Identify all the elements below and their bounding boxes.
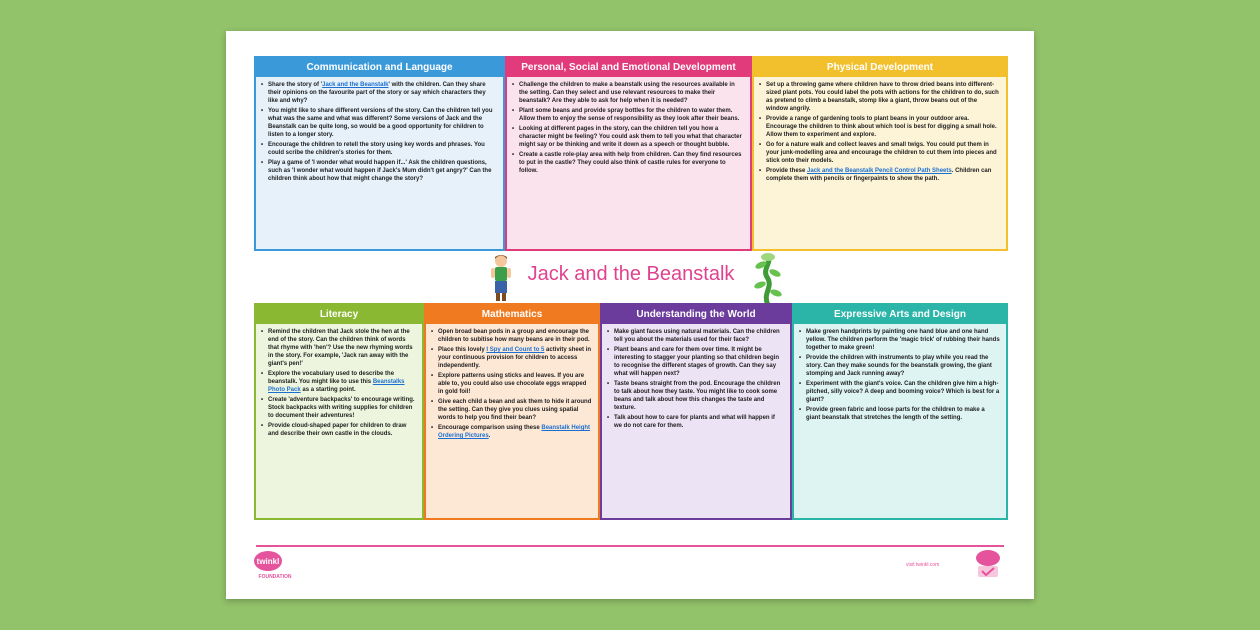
panel-expressive-arts-and-design <box>792 303 1008 520</box>
twinkl-badge-icon <box>974 549 1002 579</box>
activity-item <box>766 141 1000 165</box>
activity-item <box>766 81 1000 113</box>
activity-text: as a starting point. <box>300 387 356 393</box>
activity-item <box>519 151 744 175</box>
activity-list <box>754 77 1006 183</box>
panel-communication-and-language <box>254 56 505 251</box>
activity-text: Talk about how to care for plants and what will happen if we do not care for them. <box>614 415 775 429</box>
resource-link[interactable]: Jack and the Beanstalk <box>322 82 389 88</box>
activity-item <box>766 115 1000 139</box>
activity-item <box>438 372 592 396</box>
activity-text: Open broad bean pods in a group and encourage the children to subitise how many beans are in their pod. <box>438 329 590 343</box>
activity-text: Make giant faces using natural materials. Can the children tell you about the materials used for their face? <box>614 329 780 343</box>
activity-item <box>806 406 1000 422</box>
twinkl-logo-icon <box>252 549 298 581</box>
activity-text: Looking at different pages in the story, can the children tell you how a character might be feeling? You could ask them to tell you what that character might say or be thinking and write it down as a speech or thought bubble. <box>519 126 742 148</box>
activity-text: Give each child a bean and ask them to hide it around the setting. Can they give you clues using spatial words to help you find their bean? <box>438 399 592 421</box>
activity-list <box>256 77 503 183</box>
activity-text: . Children can complete them with pencils or fingerpaints to show the path. <box>766 168 992 182</box>
activity-item <box>806 354 1000 378</box>
activity-item <box>438 398 592 422</box>
activity-text: Plant beans and care for them over time. It might be interesting to stagger your planting so that children begin to recognise the different stages of growth. Can they say what will happen next? <box>614 347 780 377</box>
activity-item <box>519 107 744 123</box>
panel-literacy <box>254 303 424 520</box>
activity-text: Encourage comparison using these <box>438 425 542 431</box>
activity-item <box>614 346 784 378</box>
beanstalk-icon <box>754 253 782 305</box>
activity-sheet <box>226 31 1034 599</box>
activity-text: Provide the children with instruments to play while you read the story. Can they make sounds for the beanstalk growing, the giant stomping and Jack running away? <box>806 355 992 377</box>
activity-list <box>794 324 1006 422</box>
activity-text: Remind the children that Jack stole the hen at the end of the story. Can the children think of words that rhyme with 'hen'? Use the new rhyming words in the story. For example, 'Jack ran away with the giant's pen!' <box>268 329 413 367</box>
activity-text: Experiment with the giant's voice. Can the children give him a high-pitched, silly voice? A deep and booming voice? Which is best for a giant? <box>806 381 1000 403</box>
activity-text: . <box>488 433 491 439</box>
panel-heading: Understanding the World <box>602 305 790 324</box>
activity-text: Place this lovely <box>438 347 487 353</box>
resource-link[interactable]: Beanstalks Photo Pack <box>268 379 405 393</box>
activity-list <box>426 324 598 440</box>
activity-item <box>268 107 497 139</box>
activity-text: Create a castle role-play area with help from children. Can they find resources to put in the castle? They could also think of castle rules for everyone to follow. <box>519 152 742 174</box>
logo-text: twinkl <box>256 557 280 566</box>
activity-text: Provide these <box>766 168 808 174</box>
activity-item <box>438 346 592 370</box>
activity-text: Taste beans straight from the pod. Encourage the children to talk about how they taste. You might like to cook some beans and talk about how this changes the taste and texture. <box>614 381 781 411</box>
activity-item <box>438 328 592 344</box>
activity-item <box>268 328 416 368</box>
panel-heading: Mathematics <box>426 305 598 324</box>
activity-item <box>519 81 744 105</box>
activity-item <box>806 380 1000 404</box>
activity-text: You might like to share different versions of the story. Can the children tell you what was the same and what was different? Some versions of Jack and the Beanstalk can be quite long, so would be a good opportunity for children to listen to a longer story. <box>268 108 493 138</box>
activity-text: Explore patterns using sticks and leaves. If you are able to, you could also use chocolate eggs wrapped in gold foil! <box>438 373 587 395</box>
activity-list <box>602 324 790 430</box>
footer-url[interactable]: visit twinkl.com <box>906 562 940 568</box>
activity-text: Provide green fabric and loose parts for the children to make a giant beanstalk that stretches the length of the setting. <box>806 407 985 421</box>
activity-text: Create 'adventure backpacks' to encourage writing. Stock backpacks with writing supplies for children to document their adventures! <box>268 397 415 419</box>
page-title: Jack and the Beanstalk <box>527 263 735 285</box>
panel-heading: Literacy <box>256 305 422 324</box>
activity-item <box>519 125 744 149</box>
panel-heading: Personal, Social and Emotional Development <box>507 58 750 77</box>
activity-text: ' with the children. Can they share their opinions on the favourite part of the story or say which characters they like and why? <box>268 82 486 104</box>
panel-heading: Physical Development <box>754 58 1006 77</box>
panel-heading: Communication and Language <box>256 58 503 77</box>
activity-text: Provide a range of gardening tools to plant beans in your outdoor area. Encourage the children to think about which tool is best for digging a small hole. Allow them to experiment and explore. <box>766 116 997 138</box>
activity-list <box>256 324 422 438</box>
activity-item <box>268 370 416 394</box>
activity-item <box>268 81 497 105</box>
activity-item <box>268 159 497 183</box>
footer-divider <box>256 545 1004 547</box>
activity-text: Go for a nature walk and collect leaves and small twigs. You could put them in your junk-modelling area and encourage the children to cut them into pieces and stick onto their models. <box>766 142 997 164</box>
resource-link[interactable]: Beanstalk Height Ordering Pictures <box>438 425 591 439</box>
activity-text: Set up a throwing game where children have to throw dried beans into different-sized plant pots. You could label the pots with actions for the children to do, such as pretend to climb a beanstalk, stomp like a giant, throw beans out of the window angrily. <box>766 82 999 112</box>
activity-text: Make green handprints by painting one hand blue and one hand yellow. The children perform the 'magic trick' of rubbing their hands together to make green! <box>806 329 1000 351</box>
resource-link[interactable]: Jack and the Beanstalk Pencil Control Path Sheets <box>807 168 952 174</box>
activity-item <box>806 328 1000 352</box>
panel-heading: Expressive Arts and Design <box>794 305 1006 324</box>
activity-item <box>614 380 784 412</box>
logo-subtext: FOUNDATION <box>258 574 292 580</box>
jack-character-icon <box>490 253 512 303</box>
activity-text: activity sheet in your continuous provision for children to access independently. <box>438 347 592 369</box>
activity-text: Explore the vocabulary used to describe the beanstalk. You might like to use this <box>268 371 395 385</box>
activity-text: Plant some beans and provide spray bottles for the children to water them. Allow them to enjoy the sense of responsibility as they look after their beans. <box>519 108 740 122</box>
activity-item <box>268 396 416 420</box>
activity-item <box>438 424 592 440</box>
panel-understanding-the-world <box>600 303 792 520</box>
activity-item <box>268 422 416 438</box>
panel-mathematics <box>424 303 600 520</box>
activity-text: Play a game of 'I wonder what would happen if...' Ask the children questions, such as 'I wonder what would happen if Jack's Mum didn't get angry?' Can the children think about how that might change the story? <box>268 160 492 182</box>
activity-item <box>766 167 1000 183</box>
resource-link[interactable]: I Spy and Count to 5 <box>486 347 545 353</box>
activity-item <box>614 414 784 430</box>
panel-physical-development <box>752 56 1008 251</box>
activity-text: Challenge the children to make a beanstalk using the resources available in the setting. Can they select and use relevant resources to make their beanstalk? Are they able to ask for help when it is needed? <box>519 82 735 104</box>
activity-item <box>614 328 784 344</box>
activity-text: Share the story of ' <box>268 82 323 88</box>
activity-list <box>507 77 750 175</box>
activity-text: Encourage the children to retell the story using key words and phrases. You could scribe the children's stories for them. <box>268 142 485 156</box>
panel-personal-social-emotional <box>505 56 752 251</box>
activity-item <box>268 141 497 157</box>
activity-text: Provide cloud-shaped paper for children to draw and describe their own castle in the clouds. <box>268 423 407 437</box>
